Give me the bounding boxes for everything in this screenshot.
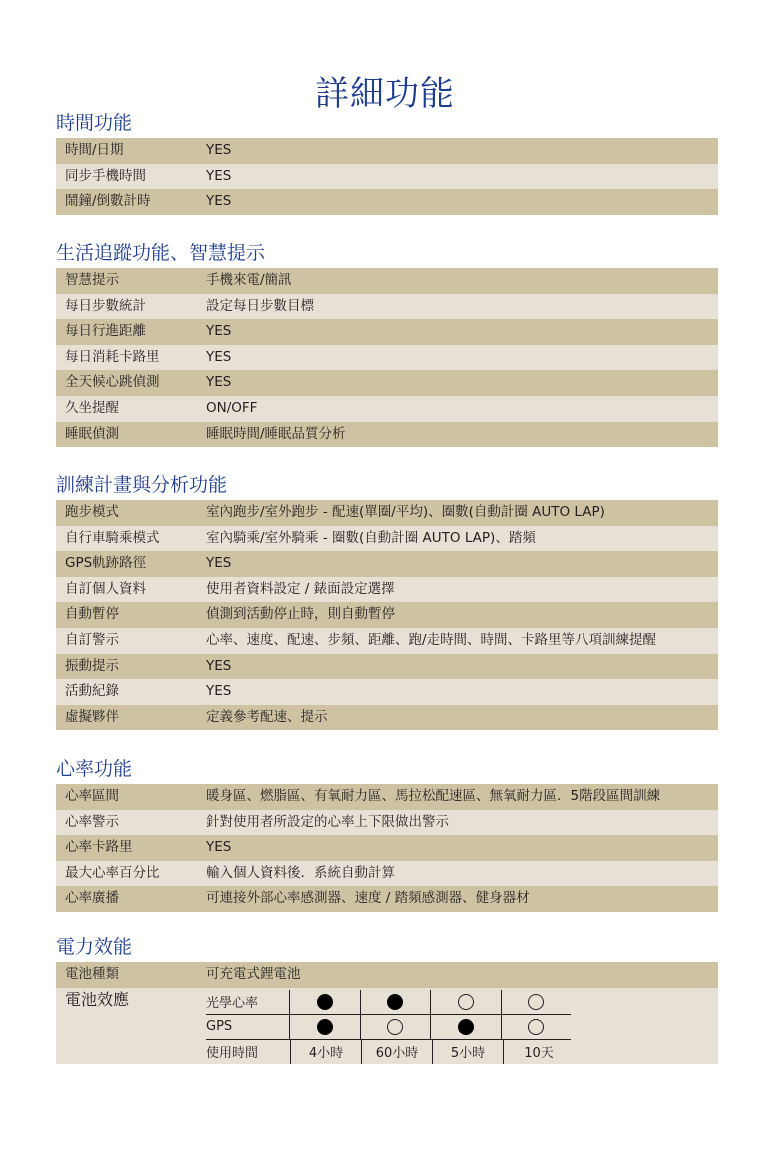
table-row xyxy=(56,526,718,552)
table-row xyxy=(56,654,718,680)
section-title: 電力效能 xyxy=(56,936,133,958)
row-label: 每日行進距離 xyxy=(65,323,146,340)
section-title: 時間功能 xyxy=(56,112,133,134)
row-value: 可充電式鋰電池 xyxy=(206,966,301,982)
row-value: 輸入個人資料後．系統自動計算 xyxy=(206,864,395,881)
row-label: 自動暫停 xyxy=(65,606,119,623)
battery-time: 10天 xyxy=(503,1040,574,1064)
row-value: YES xyxy=(206,193,232,210)
row-value: 睡眠時間/睡眠品質分析 xyxy=(206,425,346,442)
section-title: 生活追蹤功能、智慧提示 xyxy=(56,242,266,264)
row-value: 室內跑步/室外跑步 - 配速(單圈/平均)、圈數(自動計圈 AUTO LAP) xyxy=(206,504,605,520)
table-row xyxy=(56,370,718,396)
table-row xyxy=(56,705,718,731)
table-row xyxy=(56,189,718,215)
table-row xyxy=(56,551,718,577)
battery-table xyxy=(206,988,574,1064)
table-row xyxy=(56,268,718,294)
battery-time: 4小時 xyxy=(290,1040,361,1064)
battery-row-gps xyxy=(206,1015,571,1040)
table-row xyxy=(56,835,718,861)
status-dot xyxy=(458,994,474,1010)
table-row xyxy=(56,602,718,628)
status-dot xyxy=(528,1019,544,1035)
table-row xyxy=(56,164,718,190)
status-dot xyxy=(387,1019,403,1035)
row-label: 時間/日期 xyxy=(65,142,124,158)
table-row xyxy=(56,962,718,988)
row-value: YES xyxy=(206,555,232,572)
status-dot xyxy=(528,994,544,1010)
row-value: YES xyxy=(206,374,232,391)
row-value: ON/OFF xyxy=(206,399,258,416)
section-title: 心率功能 xyxy=(56,758,133,780)
table-row xyxy=(56,319,718,345)
status-dot xyxy=(458,1019,474,1035)
page-title: 詳細功能 xyxy=(315,74,455,114)
section-title: 訓練計畫與分析功能 xyxy=(56,474,228,496)
row-value: 可連接外部心率感測器、速度 / 踏頻感測器、健身器材 xyxy=(206,890,530,907)
row-value: 定義參考配速、提示 xyxy=(206,708,328,725)
battery-time: 60小時 xyxy=(361,1040,432,1064)
row-value: 設定每日步數目標 xyxy=(206,297,314,314)
row-value: 針對使用者所設定的心率上下限做出警示 xyxy=(206,813,449,830)
table-row xyxy=(56,810,718,836)
row-label: 心率卡路里 xyxy=(65,839,133,856)
table-row xyxy=(56,500,718,526)
row-label: 虛擬夥伴 xyxy=(65,708,119,725)
battery-efficiency-block xyxy=(56,988,718,1064)
row-label: 每日步數統計 xyxy=(65,297,146,314)
table-row xyxy=(56,577,718,603)
row-value: 心率、速度、配速、步頻、距離、跑/走時間、時間、卡路里等八項訓練提醒 xyxy=(206,631,657,648)
table-row xyxy=(56,886,718,912)
row-value: 使用者資料設定 / 錶面設定選擇 xyxy=(206,580,395,597)
row-label: 活動紀錄 xyxy=(65,683,119,700)
battery-row-label: 使用時間 xyxy=(206,1046,259,1062)
row-label: GPS軌跡路徑 xyxy=(65,555,147,572)
row-label: 每日消耗卡路里 xyxy=(65,348,160,365)
row-value: 偵測到活動停止時，則自動暫停 xyxy=(206,606,395,623)
table-row xyxy=(56,345,718,371)
row-label: 久坐提醒 xyxy=(65,399,119,416)
battery-time: 5小時 xyxy=(432,1040,503,1064)
section-lifestyle xyxy=(56,238,718,447)
battery-row-time xyxy=(206,1040,574,1064)
status-dot xyxy=(387,994,403,1010)
section-time xyxy=(56,108,718,215)
row-value: YES xyxy=(206,167,232,184)
row-value: YES xyxy=(206,683,232,700)
row-value: YES xyxy=(206,142,232,158)
row-value: YES xyxy=(206,348,232,365)
row-label: 智慧提示 xyxy=(65,272,119,288)
table-row xyxy=(56,138,718,164)
row-value: YES xyxy=(206,657,232,674)
row-value: 手機來電/簡訊 xyxy=(206,272,292,288)
row-label: 自行車騎乘模式 xyxy=(65,529,160,546)
table-row xyxy=(56,861,718,887)
row-label: 跑步模式 xyxy=(65,504,119,520)
row-label: 全天候心跳偵測 xyxy=(65,374,160,391)
row-value: 室內騎乘/室外騎乘 - 圈數(自動計圈 AUTO LAP)、踏頻 xyxy=(206,529,536,546)
row-label: 睡眠偵測 xyxy=(65,425,119,442)
table-row xyxy=(56,628,718,654)
table-row xyxy=(56,784,718,810)
row-label: 自訂個人資料 xyxy=(65,580,146,597)
battery-row-optical xyxy=(206,990,571,1015)
row-label: 電池效應 xyxy=(65,989,130,1009)
row-label: 電池種類 xyxy=(65,966,119,982)
status-dot xyxy=(317,994,333,1010)
table-row xyxy=(56,679,718,705)
row-label: 心率區間 xyxy=(65,788,119,804)
row-label: 自訂警示 xyxy=(65,631,119,648)
row-value: YES xyxy=(206,839,232,856)
section-heart-rate xyxy=(56,754,718,912)
section-power xyxy=(56,932,718,1064)
section-training xyxy=(56,470,718,730)
row-label: 心率警示 xyxy=(65,813,119,830)
row-label: 鬧鐘/倒數計時 xyxy=(65,193,151,210)
status-dot xyxy=(317,1019,333,1035)
row-label: 同步手機時間 xyxy=(65,167,146,184)
table-row xyxy=(56,294,718,320)
row-label: 振動提示 xyxy=(65,657,119,674)
battery-row-label: 光學心率 xyxy=(206,996,259,1012)
row-value: YES xyxy=(206,323,232,340)
row-value: 暖身區、燃脂區、有氧耐力區、馬拉松配速區、無氧耐力區．5階段區間訓練 xyxy=(206,788,661,804)
row-label: 心率廣播 xyxy=(65,890,119,907)
table-row xyxy=(56,422,718,448)
row-label: 最大心率百分比 xyxy=(65,864,160,881)
battery-row-label: GPS xyxy=(206,1019,233,1035)
table-row xyxy=(56,396,718,422)
